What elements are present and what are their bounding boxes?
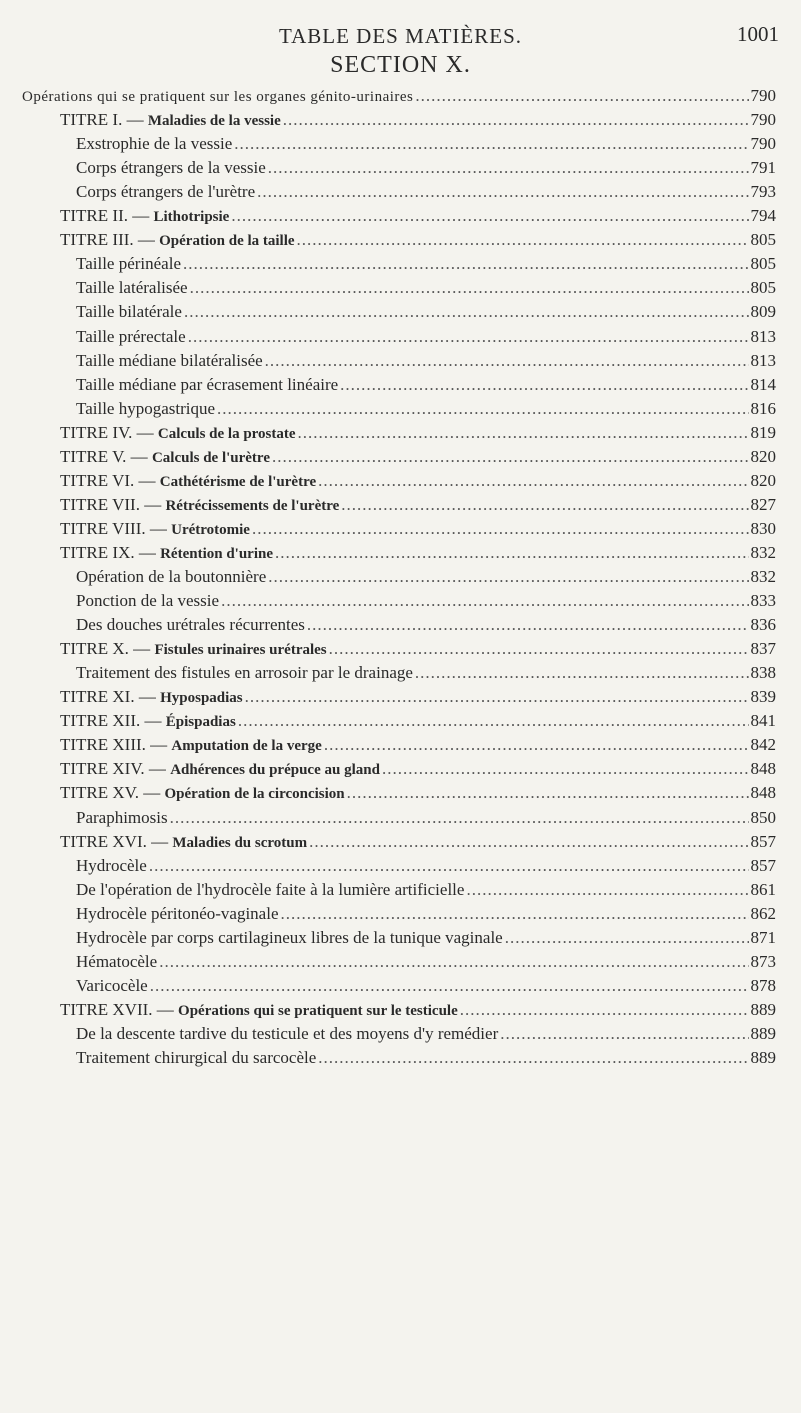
toc-entry — [0, 447, 801, 471]
toc-entry-prefix: Traitement chirurgical du sarcocèle — [76, 1048, 317, 1067]
toc-entry-label — [0, 375, 338, 395]
dot-leader — [268, 567, 748, 587]
toc-entry — [0, 904, 801, 928]
toc-entry — [0, 735, 801, 759]
toc-entry-prefix: Opérations qui se pratiquent sur les organes génito-urinaires — [22, 89, 414, 105]
running-title: TABLE DES MATIÈRES. — [278, 24, 523, 48]
toc-entry-page: 833 — [750, 591, 776, 611]
toc-entry — [0, 928, 801, 952]
toc-entry-page: 791 — [750, 158, 776, 178]
toc-entry-page: 816 — [750, 398, 776, 418]
dot-leader — [318, 471, 748, 491]
dot-leader — [466, 880, 748, 900]
toc-entry-label — [0, 591, 219, 611]
toc-entry-page: 805 — [750, 278, 776, 298]
toc-entry-title: Rétention d'urine — [160, 545, 274, 562]
toc-entry-label — [0, 1000, 458, 1020]
toc-entry-page: 871 — [750, 927, 776, 947]
toc-entry — [0, 1024, 801, 1048]
toc-entry-page: 837 — [750, 639, 776, 659]
dot-leader — [217, 399, 748, 419]
dot-leader — [188, 327, 749, 347]
dot-leader — [272, 447, 749, 467]
toc-entry-prefix: Ponction de la vessie — [76, 591, 220, 611]
toc-entry-page: 889 — [750, 999, 776, 1019]
toc-entry — [0, 856, 801, 880]
toc-entry-prefix: Exstrophie de la vessie — [76, 134, 233, 154]
toc-entry — [0, 86, 801, 110]
toc-entry-page: 841 — [750, 711, 776, 731]
toc-entry — [0, 808, 801, 832]
toc-entry-page: 813 — [750, 326, 776, 346]
toc-entry — [0, 687, 801, 711]
dot-leader — [231, 206, 748, 226]
toc-entry-label — [0, 447, 270, 467]
toc-entry-page: 790 — [750, 110, 776, 130]
toc-entry-prefix: Des douches urétrales récurrentes — [76, 615, 305, 635]
toc-entry-page: 857 — [750, 855, 776, 875]
toc-entry — [0, 1000, 801, 1024]
toc-entry-prefix: Hématocèle — [76, 951, 158, 971]
toc-entry-label — [0, 134, 232, 154]
toc-entry-label — [0, 759, 380, 779]
toc-entry — [0, 471, 801, 495]
toc-entry-label — [0, 206, 229, 226]
toc-entry-label — [0, 278, 188, 298]
toc-entry-label — [0, 663, 413, 683]
toc-entry-prefix: TITRE III. — — [60, 230, 160, 250]
toc-entry-page: 832 — [750, 542, 776, 562]
toc-entry-label — [0, 976, 148, 996]
toc-entry-page: 820 — [750, 470, 776, 490]
dot-leader — [149, 856, 749, 876]
toc-entry-label — [0, 230, 295, 250]
toc-entry-page: 873 — [750, 951, 776, 971]
toc-entry-title: Épispadias — [165, 714, 236, 731]
toc-entry-title: Opération de la taille — [159, 233, 295, 250]
toc-entry-title: Adhérences du prépuce au gland — [170, 762, 380, 779]
page-header — [0, 22, 801, 52]
toc-entry-prefix: TITRE XIII. — — [60, 735, 172, 755]
dot-leader — [298, 423, 749, 443]
toc-entry — [0, 976, 801, 1000]
toc-entry-prefix: TITRE XVII. — — [60, 999, 179, 1019]
toc-entry — [0, 302, 801, 326]
toc-entry-page: 836 — [750, 615, 776, 635]
toc-entry-label — [0, 1048, 316, 1068]
toc-entry-page: 805 — [750, 254, 776, 274]
toc-entry-prefix: Hydrocèle péritonéo-vaginale — [76, 903, 279, 923]
dot-leader — [309, 832, 748, 852]
dot-leader — [170, 808, 749, 828]
toc-entry-prefix: TITRE XIV. — — [60, 759, 171, 779]
toc-entry-prefix: TITRE V. — — [60, 446, 152, 466]
toc-entry-label — [0, 880, 464, 900]
toc-entry-prefix: TITRE IX. — — [60, 542, 161, 562]
toc-entry — [0, 663, 801, 687]
toc-entry-label — [0, 856, 147, 876]
dot-leader — [184, 302, 749, 322]
toc-entry — [0, 832, 801, 856]
toc-entry — [0, 519, 801, 543]
dot-leader — [238, 711, 749, 731]
toc-entry-page: 848 — [750, 783, 776, 803]
toc-entry-page: 820 — [750, 446, 776, 466]
toc-entry-label — [0, 711, 236, 731]
toc-entry-prefix: Traitement des fistules en arrosoir par le drainage — [76, 663, 413, 683]
toc-entry — [0, 134, 801, 158]
toc-entry-prefix: Taille prérectale — [76, 326, 186, 346]
toc-entry — [0, 327, 801, 351]
toc-entry-page: 848 — [750, 759, 776, 779]
toc-entry-prefix: Hydrocèle — [76, 855, 147, 875]
toc-entry-page: 857 — [750, 831, 776, 851]
toc-entry-page: 814 — [750, 374, 776, 394]
toc-entry-label — [0, 423, 296, 443]
toc-entry-label — [0, 519, 250, 539]
toc-entry-page: 832 — [750, 567, 776, 586]
toc-entry-label — [0, 399, 215, 419]
toc-entry-title: Maladies de la vessie — [147, 113, 281, 130]
toc-entry-page: 790 — [750, 134, 776, 154]
toc-entry-prefix: Taille périnéale — [76, 254, 181, 274]
toc-entry — [0, 423, 801, 447]
toc-entry-page: 878 — [750, 975, 776, 995]
toc-entry-page: 838 — [750, 663, 776, 683]
toc-entry — [0, 759, 801, 783]
dot-leader — [297, 230, 749, 250]
toc-entry-label — [0, 567, 266, 587]
toc-entry-page: 805 — [750, 230, 776, 250]
toc-entry — [0, 615, 801, 639]
toc-entry-label — [0, 808, 168, 828]
toc-entry — [0, 182, 801, 206]
toc-entry-label — [0, 89, 413, 106]
toc-entry-prefix: TITRE VII. — — [60, 494, 166, 514]
toc-entry-label — [0, 735, 322, 755]
toc-entry-label — [0, 302, 182, 322]
section-title: SECTION X. — [330, 52, 471, 78]
toc-entry-prefix: Taille hypogastrique — [76, 398, 216, 418]
dot-leader — [460, 1000, 749, 1020]
toc-entry-page: 850 — [750, 807, 776, 827]
toc-entry-prefix: TITRE I. — — [60, 110, 148, 130]
toc-entry-label — [0, 615, 305, 635]
toc-entry — [0, 158, 801, 182]
toc-entry-prefix: TITRE II. — — [60, 206, 154, 226]
toc-entry-prefix: TITRE VIII. — — [60, 518, 172, 538]
dot-leader — [245, 687, 749, 707]
toc-entry-label — [0, 495, 339, 515]
dot-leader — [324, 735, 749, 755]
toc-entry-title: Fistules urinaires urétrales — [154, 642, 327, 659]
toc-entry-title: Lithotripsie — [153, 209, 230, 226]
dot-leader — [265, 351, 749, 371]
toc-entry — [0, 351, 801, 375]
dot-leader — [307, 615, 749, 635]
toc-entry-label — [0, 783, 345, 803]
toc-entry-title: Calculs de la prostate — [157, 425, 296, 442]
dot-leader — [347, 783, 749, 803]
dot-leader — [234, 134, 748, 154]
toc-entry-label — [0, 182, 255, 202]
toc-entry — [0, 495, 801, 519]
toc-entry — [0, 880, 801, 904]
toc-entry-page: 861 — [750, 879, 776, 899]
toc-entry-label — [0, 952, 157, 972]
toc-entry-prefix: TITRE VI. — — [60, 470, 160, 490]
toc-entry-page: 839 — [750, 687, 776, 707]
toc-entry — [0, 543, 801, 567]
toc-entry — [0, 639, 801, 663]
toc-entry-prefix: Paraphimosis — [76, 807, 168, 827]
toc-entry-prefix: TITRE XII. — — [60, 711, 166, 731]
toc-entry-label — [0, 1024, 498, 1044]
toc-entry-page: 809 — [750, 302, 776, 322]
toc-entry — [0, 1048, 801, 1072]
page-number: 1001 — [737, 22, 779, 46]
toc-entry — [0, 278, 801, 302]
toc-entry-prefix: Taille bilatérale — [76, 302, 182, 322]
toc-entry — [0, 230, 801, 254]
dot-leader — [275, 543, 748, 563]
dot-leader — [268, 158, 749, 178]
toc-entry-prefix: TITRE XV. — — [60, 783, 165, 803]
toc-entry-label — [0, 687, 243, 707]
toc-entry-prefix: De l'opération de l'hydrocèle faite à la lumière artificielle — [76, 879, 465, 899]
toc-entry-prefix: Corps étrangers de l'urètre — [76, 182, 256, 202]
toc-entry-prefix: TITRE XI. — — [60, 687, 161, 707]
toc-entry-prefix: TITRE X. — — [60, 639, 155, 659]
dot-leader — [340, 375, 748, 395]
dot-leader — [150, 976, 749, 996]
toc-entry-page: 889 — [750, 1048, 776, 1067]
dot-leader — [415, 86, 748, 106]
toc-entry-title: Hypospadias — [160, 690, 243, 707]
dot-leader — [329, 639, 749, 659]
dot-leader — [159, 952, 748, 972]
toc-entry-prefix: Varicocèle — [76, 975, 148, 995]
toc-entry-prefix: TITRE IV. — — [60, 422, 158, 442]
toc-entry-prefix: Hydrocèle par corps cartilagineux libres de la tunique vaginale — [76, 927, 503, 947]
toc-entry-title: Amputation de la verge — [171, 738, 322, 755]
dot-leader — [257, 182, 748, 202]
toc-entry-page: 813 — [750, 350, 776, 370]
toc-entry-title: Maladies du scrotum — [172, 834, 308, 851]
toc-entry-prefix: Taille médiane bilatéralisée — [76, 350, 263, 370]
toc-entry-label — [0, 254, 181, 274]
toc-entry-title: Opérations qui se pratiquent sur le testicule — [178, 1002, 458, 1019]
toc-entry-page: 889 — [750, 1023, 776, 1043]
toc-entry-prefix: Taille médiane par écrasement linéaire — [76, 374, 339, 394]
toc-entry — [0, 783, 801, 807]
toc-entry-page: 827 — [750, 494, 776, 514]
toc-entry-label — [0, 904, 279, 924]
toc-entry — [0, 375, 801, 399]
toc-entry-label — [0, 543, 273, 563]
toc-entry-label — [0, 471, 316, 491]
toc-entry — [0, 952, 801, 976]
toc-entry — [0, 591, 801, 615]
toc-entry — [0, 110, 801, 134]
toc-entry-prefix: Corps étrangers de la vessie — [76, 158, 266, 178]
toc-entry-title: Rétrécissements de l'urètre — [165, 497, 340, 514]
toc-entry-page: 793 — [750, 182, 776, 202]
toc-entry-prefix: TITRE XVI. — — [60, 831, 173, 851]
toc-entry-page: 862 — [750, 903, 776, 923]
toc-entry-label — [0, 832, 307, 852]
toc-entry — [0, 206, 801, 230]
toc-entry-page: 794 — [750, 206, 776, 226]
toc-entry — [0, 254, 801, 278]
toc-entry-prefix: De la descente tardive du testicule et des moyens d'y remédier — [76, 1023, 499, 1043]
dot-leader — [190, 278, 749, 298]
toc-entry — [0, 567, 801, 591]
dot-leader — [505, 928, 749, 948]
dot-leader — [183, 254, 749, 274]
dot-leader — [221, 591, 748, 611]
toc-entry-label — [0, 928, 503, 948]
dot-leader — [382, 759, 749, 779]
toc-entry-label — [0, 327, 186, 347]
dot-leader — [341, 495, 748, 515]
toc-entry-page: 790 — [750, 86, 776, 105]
dot-leader — [318, 1048, 748, 1068]
dot-leader — [283, 110, 749, 130]
toc-entry-title: Cathétérisme de l'urètre — [159, 473, 317, 490]
toc-entry-title: Urétrotomie — [171, 521, 250, 538]
toc-entry-label — [0, 639, 327, 659]
dot-leader — [281, 904, 749, 924]
toc-entry-label — [0, 351, 263, 371]
toc-entry-prefix: Opération de la boutonnière — [76, 567, 267, 586]
toc-entry — [0, 399, 801, 423]
toc-entry-prefix: Taille latéralisée — [76, 278, 188, 298]
dot-leader — [415, 663, 749, 683]
toc-entry-label — [0, 158, 266, 178]
toc-entry-label — [0, 110, 281, 130]
toc-entry — [0, 711, 801, 735]
dot-leader — [252, 519, 749, 539]
dot-leader — [500, 1024, 748, 1044]
toc-entry-page: 842 — [750, 735, 776, 755]
toc-entry-page: 830 — [750, 518, 776, 538]
toc-entry-title: Calculs de l'urètre — [151, 449, 270, 466]
toc-entry-page: 819 — [750, 422, 776, 442]
toc-entry-title: Opération de la circoncision — [164, 786, 345, 803]
